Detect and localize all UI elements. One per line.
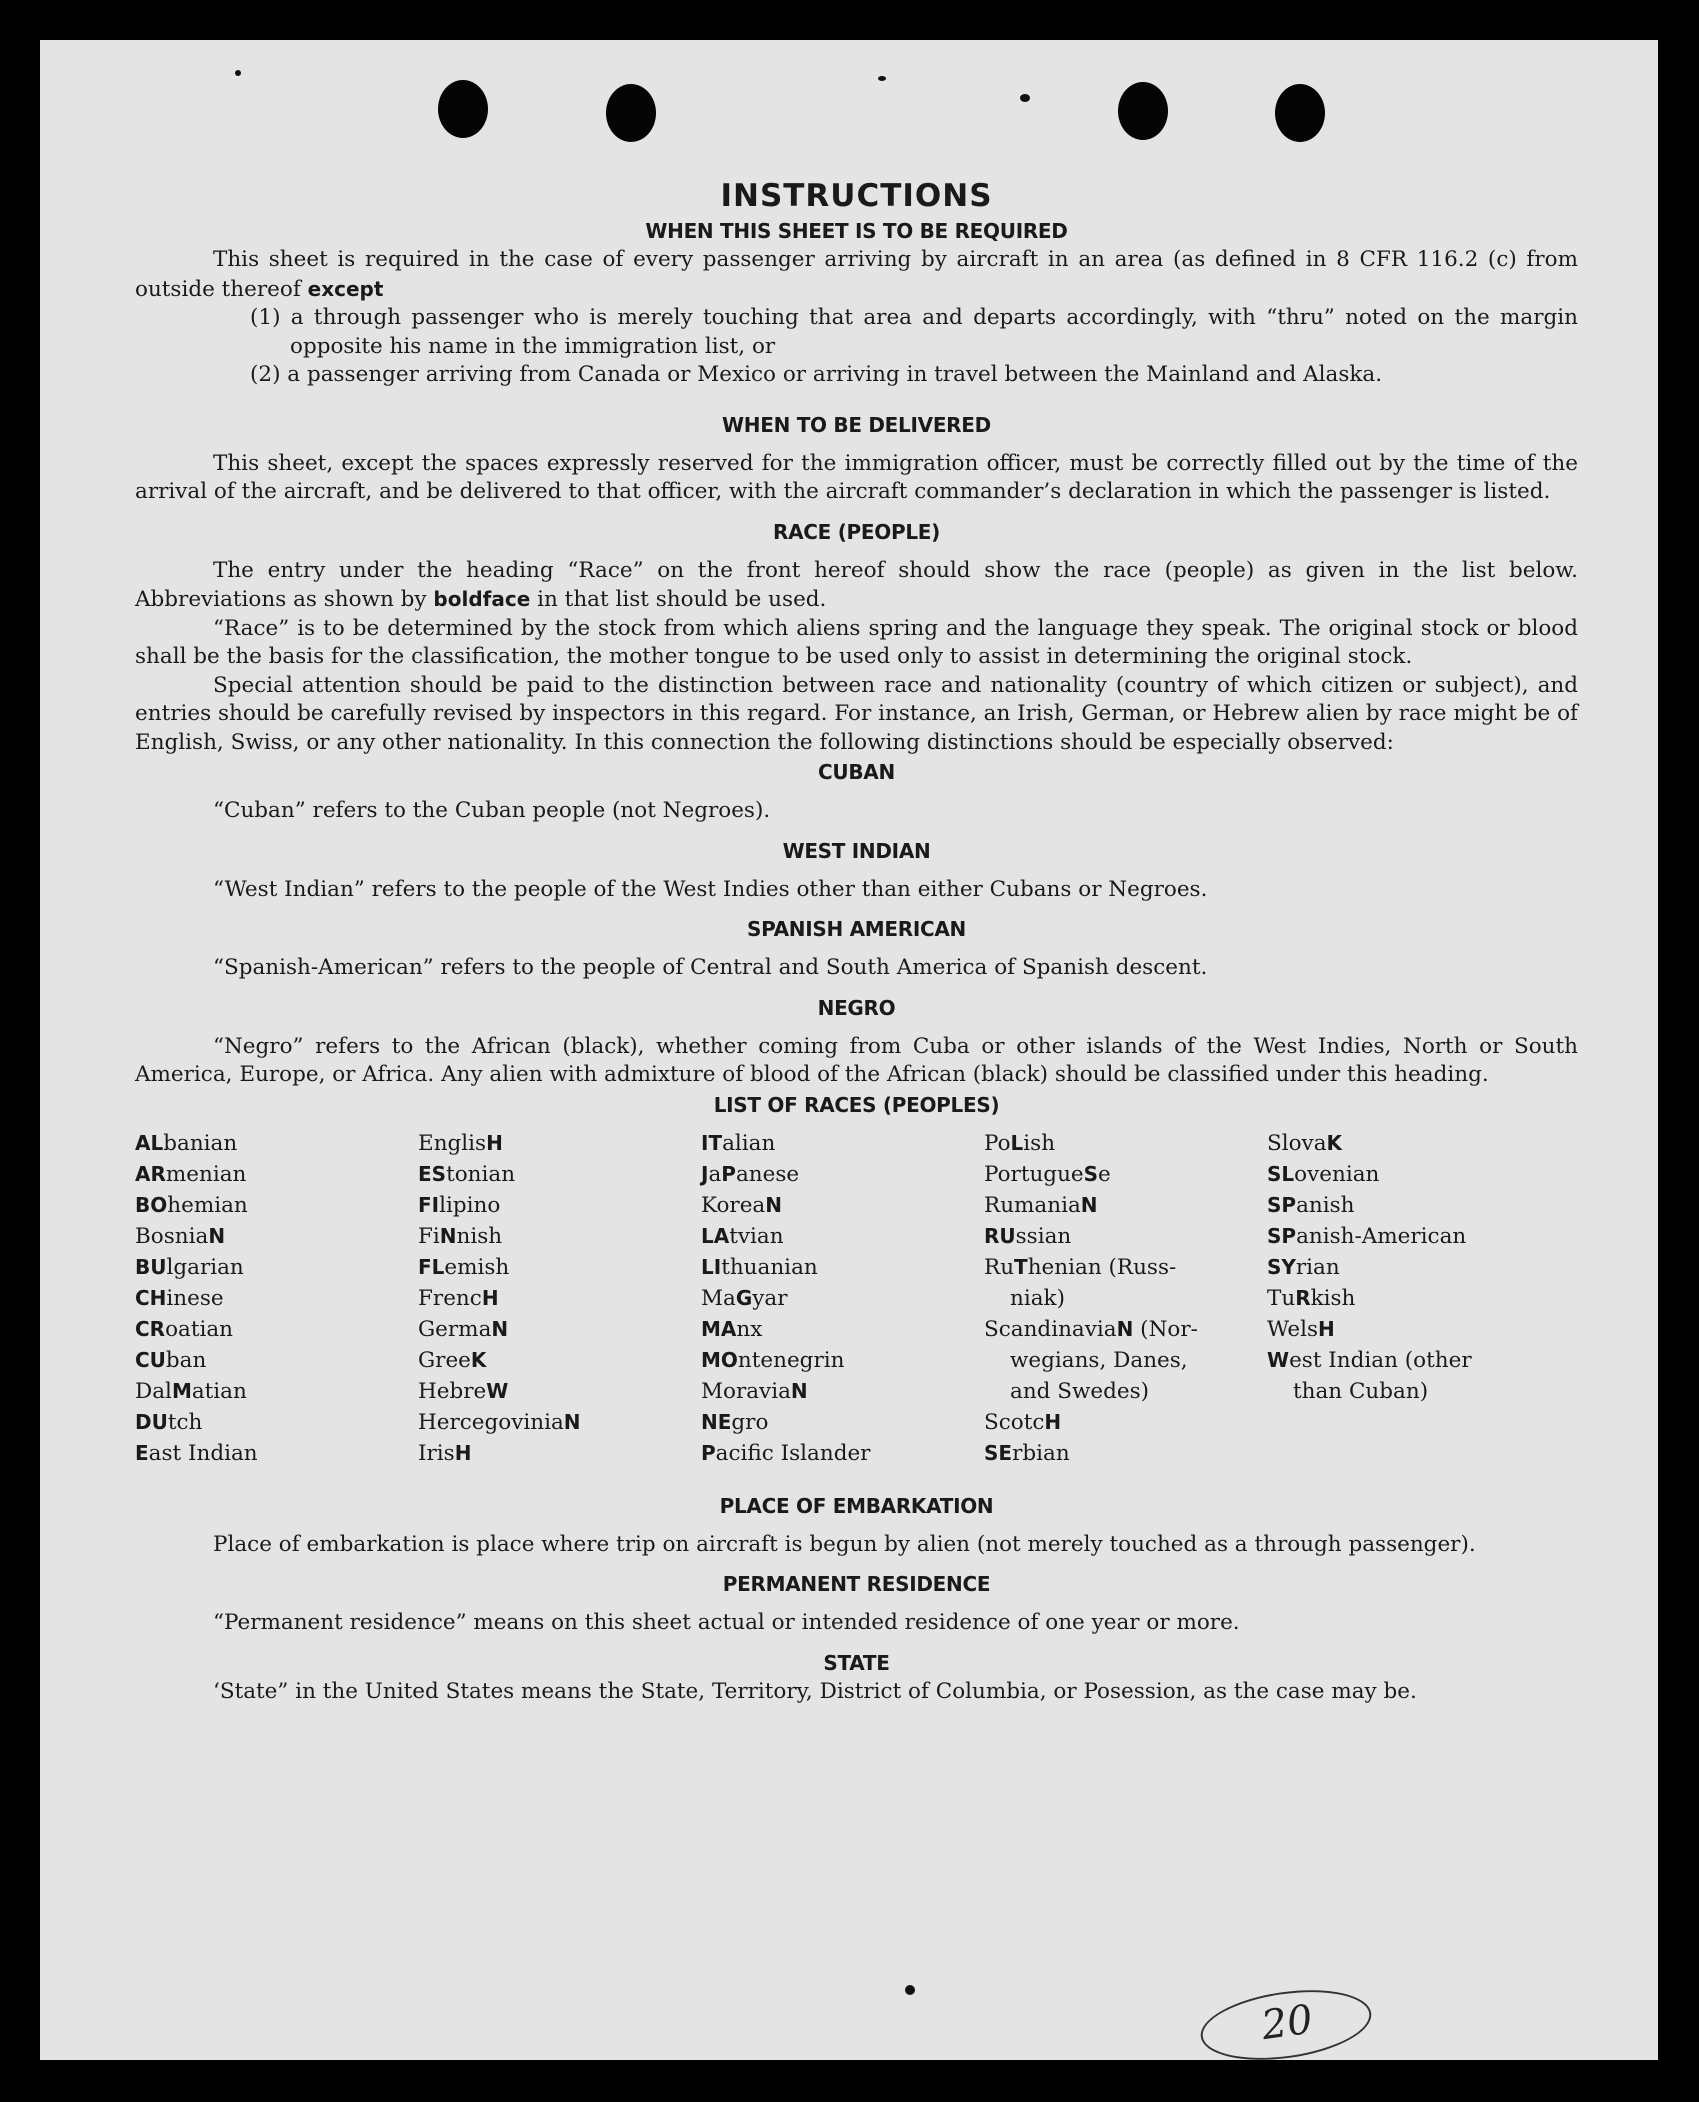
race-entry: ScandinaviaN (Nor- [984, 1316, 1198, 1342]
race-entry: BUlgarian [135, 1254, 244, 1280]
race-entry: JaPanese [701, 1161, 800, 1187]
race-entry: MAnx [701, 1316, 763, 1342]
races-column [701, 1128, 984, 1469]
race-entry: EnglisH [418, 1130, 503, 1156]
race-entry: PoLish [984, 1130, 1056, 1156]
race-entry: FIlipino [418, 1192, 501, 1218]
punch-hole [438, 80, 488, 138]
races-column [418, 1128, 701, 1469]
race-entry: DalMatian [135, 1378, 247, 1404]
handwritten-number-stamp: 20 [1196, 1980, 1376, 2069]
race-entry: West Indian (other [1267, 1347, 1472, 1373]
embarkation-text: Place of embarkation is place where trip on aircraft is begun by alien (not merely touched as a through passenger). [213, 1531, 1476, 1557]
race-entry: GreeK [418, 1347, 487, 1373]
race-entry: RUssian [984, 1223, 1072, 1249]
race-entry: FrencH [418, 1285, 499, 1311]
speck [878, 76, 886, 81]
race-entry: BosniaN [135, 1223, 226, 1249]
punch-hole [1275, 84, 1325, 142]
race-entry: CRoatian [135, 1316, 234, 1342]
race-entry: SErbian [984, 1440, 1070, 1466]
race-entry: ITalian [701, 1130, 776, 1156]
punch-hole [606, 84, 656, 142]
spanish-american-text: “Spanish-American” refers to the people of Central and South America of Spanish descent. [213, 955, 1208, 980]
race-entry: KoreaN [701, 1192, 782, 1218]
speck [235, 70, 241, 76]
instructions-body [135, 178, 1578, 1706]
heading-cuban: CUBAN [818, 760, 895, 784]
race-entry: SPanish [1267, 1192, 1355, 1218]
race-entry: ScotcH [984, 1409, 1062, 1435]
race-paragraph-1: The entry under the heading “Race” on the front hereof should show the race (people) as given in the list below. Abbreviations as shown by boldface in that list should be used. [135, 557, 1578, 612]
race-entry: FiNnish [418, 1223, 503, 1249]
race-entry: East Indian [135, 1440, 258, 1466]
race-entry: DUtch [135, 1409, 203, 1435]
heading-list-of-races: LIST OF RACES (PEOPLES) [713, 1092, 1000, 1117]
race-entry: RuThenian (Russ- [984, 1254, 1177, 1280]
race-paragraph-3: Special attention should be paid to the distinction between race and nationality (country of which citizen or subject), and entries should be carefully revised by inspectors in this regard. For instance, an Irish, German, or Hebrew alien by race might be of English, Swiss, or any other nationality. In this connection the following distinctions should be especially observed: [135, 672, 1578, 755]
races-column [984, 1128, 1267, 1469]
residence-text: “Permanent residence” means on this sheet actual or intended residence of one year or more. [213, 1610, 1240, 1635]
punch-hole [1118, 82, 1168, 140]
race-entry: wegians, Danes, [1010, 1347, 1188, 1373]
race-paragraph-2: “Race” is to be determined by the stock from which aliens spring and the language they speak. The original stock or blood shall be the basis for the classification, the mother tongue to be used only to assist in determining the original stock. [135, 615, 1578, 669]
races-column [135, 1128, 418, 1469]
race-entry: HercegoviniaN [418, 1409, 581, 1435]
heading-spanish-american: SPANISH AMERICAN [747, 917, 966, 941]
state-text: ‘State” in the United States means the State, Territory, District of Columbia, or Posession, as the case may be. [213, 1678, 1417, 1704]
race-entry: HebreW [418, 1378, 509, 1404]
heading-permanent-residence: PERMANENT RESIDENCE [722, 1572, 991, 1596]
speck [1020, 94, 1030, 102]
race-entry: SYrian [1267, 1254, 1340, 1280]
race-entry: ALbanian [135, 1130, 238, 1156]
race-entry: FLemish [418, 1254, 510, 1280]
when-delivered-text: This sheet, except the spaces expressly reserved for the immigration officer, must be correctly filled out by the time of the arrival of the aircraft, and be delivered to that officer, with the aircraft commander’s declaration in which the passenger is listed. [135, 450, 1578, 504]
race-entry: MOntenegrin [701, 1347, 845, 1373]
race-entry: SLovenian [1267, 1161, 1380, 1187]
race-entry: CUban [135, 1347, 207, 1373]
exception-item: (2) a passenger arriving from Canada or Mexico or arriving in travel between the Mainland and Alaska. [250, 362, 1383, 387]
race-entry: SlovaK [1267, 1130, 1343, 1156]
race-entry: BOhemian [135, 1192, 248, 1218]
heading-negro: NEGRO [817, 995, 896, 1020]
heading-embarkation: PLACE OF EMBARKATION [719, 1493, 994, 1518]
heading-west-indian: WEST INDIAN [782, 838, 931, 863]
document-page [40, 40, 1658, 2060]
race-entry: NEgro [701, 1409, 769, 1435]
race-entry: SPanish-American [1267, 1223, 1467, 1249]
race-entry: RumaniaN [984, 1192, 1098, 1218]
race-entry: than Cuban) [1293, 1378, 1429, 1404]
negro-text: “Negro” refers to the African (black), whether coming from Cuba or other islands of the West Indies, North or South America, Europe, or Africa. Any alien with admixture of blood of the African (black) should be classified under this heading. [135, 1033, 1578, 1087]
race-entry: MoraviaN [701, 1378, 808, 1404]
race-entry: Pacific Islander [701, 1440, 871, 1466]
races-list [135, 1128, 1578, 1469]
race-entry: TuRkish [1267, 1285, 1356, 1311]
when-required-intro: This sheet is required in the case of every passenger arriving by aircraft in an area (as defined in 8 CFR 116.2 (c) from outside thereof except [135, 247, 1578, 302]
race-entry: PortugueSe [984, 1161, 1111, 1187]
race-entry: LIthuanian [701, 1254, 818, 1280]
heading-state: STATE [823, 1650, 890, 1675]
race-entry: EStonian [418, 1161, 516, 1187]
exception-item: (1) a through passenger who is merely touching that area and departs accordingly, with “thru” noted on the margin opposite his name in the immigration list, or [250, 305, 1578, 359]
race-entry: LAtvian [701, 1223, 784, 1249]
race-entry: CHinese [135, 1285, 224, 1311]
heading-when-required: WHEN THIS SHEET IS TO BE REQUIRED [645, 219, 1068, 243]
speck [905, 1985, 915, 1995]
races-column [1267, 1128, 1550, 1469]
race-entry: ARmenian [135, 1161, 247, 1187]
west-indian-text: “West Indian” refers to the people of the West Indies other than either Cubans or Negroes. [213, 876, 1208, 902]
race-entry: WelsH [1267, 1316, 1335, 1342]
race-entry: MaGyar [701, 1285, 788, 1311]
race-entry: niak) [1010, 1285, 1065, 1311]
cuban-text: “Cuban” refers to the Cuban people (not Negroes). [213, 798, 771, 823]
heading-race: RACE (PEOPLE) [773, 519, 940, 544]
heading-when-delivered: WHEN TO BE DELIVERED [722, 412, 991, 437]
page-title: INSTRUCTIONS [720, 178, 993, 214]
race-entry: GermaN [418, 1316, 509, 1342]
race-entry: IrisH [418, 1440, 472, 1466]
race-entry: and Swedes) [1010, 1378, 1150, 1404]
